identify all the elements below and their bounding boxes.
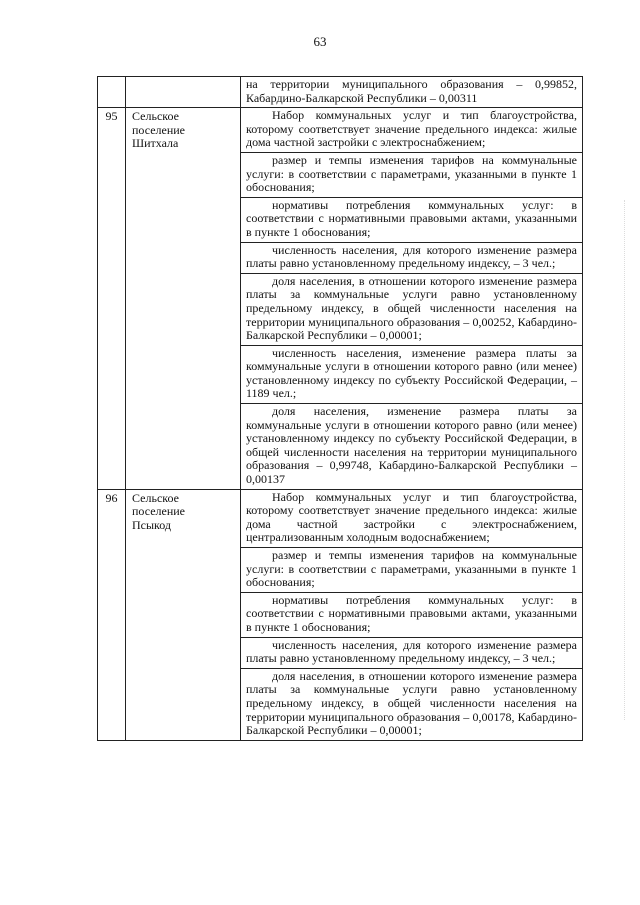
- settlement-name: [126, 108, 241, 489]
- row-number: 95: [98, 108, 126, 489]
- description-paragraph: нормативы потребления коммунальных услуг: в соответствии с нормативными правовыми актами, указанными в пункте 1 обоснования;: [241, 593, 582, 638]
- description-paragraph: размер и темпы изменения тарифов на коммунальные услуги: в соответствии с параметрами, указанными в пункте 1 обоснования;: [241, 153, 582, 198]
- settlement-name-line: поселение: [132, 122, 186, 137]
- municipal-index-table: [97, 76, 583, 741]
- description-paragraph: доля населения, изменение размера платы за коммунальные услуги в отношении которого равно (или менее) установленному индексу по субъекту Российской Федерации, в общей численности населения на территории муниципального образования – 0,99748, Кабардино-Балкарской Республики – 0,00137: [246, 404, 577, 487]
- continuation-text: на территории муниципального образования – 0,99852, Кабардино-Балкарской Республики – 0,00311: [246, 77, 577, 105]
- description-cell: [241, 489, 583, 740]
- description-paragraph: размер и темпы изменения тарифов на коммунальные услуги: в соответствии с параметрами, указанными в пункте 1 обоснования;: [241, 548, 582, 593]
- description-paragraph: Набор коммунальных услуг и тип благоустройства, которому соответствует значение предельного индекса: жилые дома частной застройки с электроснабжением, централизованным холодным водоснабжением;: [241, 490, 582, 548]
- description-paragraph: Набор коммунальных услуг и тип благоустройства, которому соответствует значение предельного индекса: жилые дома частной застройки с электроснабжением;: [241, 108, 582, 153]
- table-row-95: [98, 108, 583, 489]
- continuation-num-cell: [98, 77, 126, 108]
- description-cell: [241, 108, 583, 489]
- continuation-row: [98, 77, 583, 108]
- continuation-desc-cell: [241, 77, 583, 108]
- settlement-name-line: Псыкод: [132, 517, 172, 532]
- description-paragraph: численность населения, для которого изменение размера платы равно установленному предельному индексу, – 3 чел.;: [241, 638, 582, 669]
- settlement-name-line: Шитхала: [132, 136, 179, 151]
- page-number: 63: [313, 34, 327, 49]
- scan-edge-artifact: [624, 200, 633, 720]
- description-paragraph: численность населения, изменение размера платы за коммунальные услуги в отношении которого равно (или менее) установленному индексу по субъекту Российской Федерации, – 1189 чел.;: [241, 346, 582, 404]
- settlement-name: [126, 489, 241, 740]
- row-number: 96: [98, 489, 126, 740]
- description-paragraph: нормативы потребления коммунальных услуг: в соответствии с нормативными правовыми актами, указанными в пункте 1 обоснования;: [241, 198, 582, 243]
- description-paragraph: численность населения, для которого изменение размера платы равно установленному предельному индексу, – 3 чел.;: [241, 243, 582, 274]
- settlement-name-line: поселение: [132, 504, 186, 519]
- table-row-96: [98, 489, 583, 740]
- settlement-name-line: Сельское: [132, 109, 179, 124]
- continuation-name-cell: [126, 77, 241, 108]
- settlement-name-line: Сельское: [132, 490, 179, 505]
- description-paragraph: доля населения, в отношении которого изменение размера платы за коммунальные услуги равно установленному предельному индексу, в общей численности населения на территории муниципального образования – 0,00252, Кабардино-Балкарской Республики – 0,00001;: [241, 274, 582, 346]
- description-paragraph: доля населения, в отношении которого изменение размера платы за коммунальные услуги равно установленному предельному индексу, в общей численности населения на территории муниципального образования – 0,00178, Кабардино-Балкарской Республики – 0,00001;: [246, 668, 577, 738]
